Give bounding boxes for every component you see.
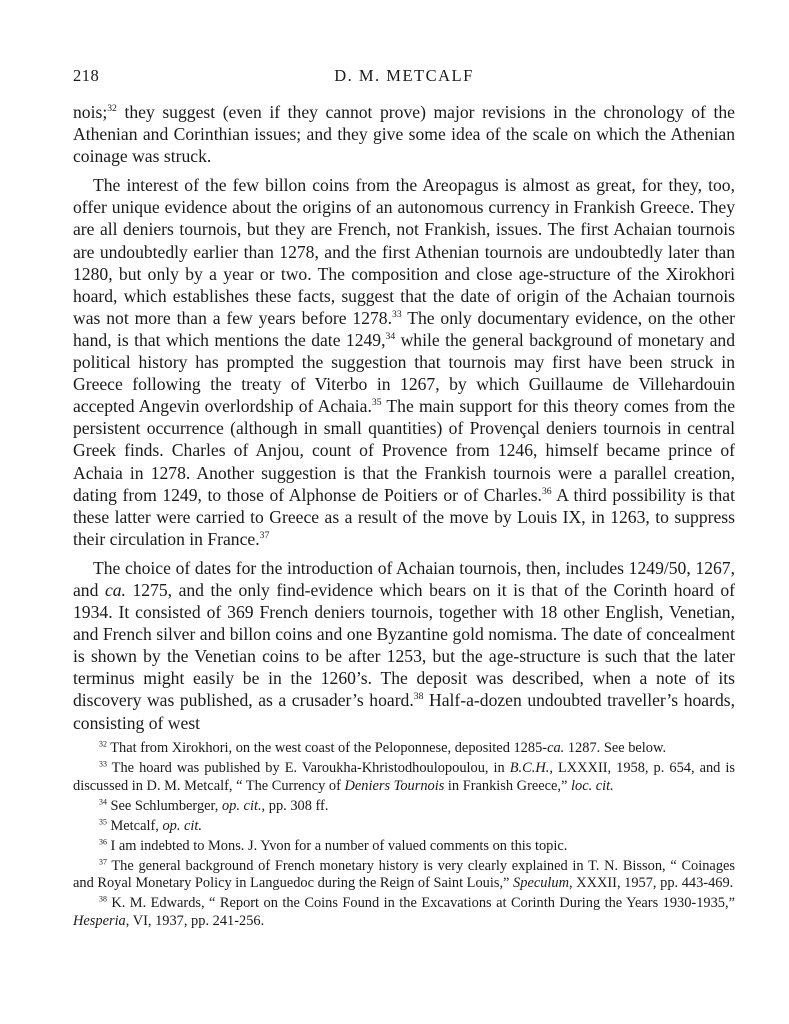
footnote-ref-34[interactable]: 34 <box>385 331 396 343</box>
footnote-ref-36[interactable]: 36 <box>541 485 552 497</box>
footnote-38: $^{38}$ K. M. Edwards, “ Report on the Coins Found in the Excavations at Corinth During the Years 1930-1935,” Hesperia, VI, 1937, pp. 241-256. <box>73 894 735 929</box>
footnote-36: $^{36}$ I am indebted to Mons. J. Yvon for a number of valued comments on this topic. <box>99 837 568 854</box>
paragraph-3: The choice of dates for the introduction of Achaian tournois, then, includes 1249/50, 1267, and ca. 1275, and the only find-evidence which bears on it is that of the Corinth hoard of 1934. It consisted of 369 French deniers tournois, together with 18 other English, Venetian, and French silver and billon coins and one Byzantine gold nomisma. The date of concealment is shown by the Venetian coins to be after 1253, but the age-structure is such that the later terminus might easily be in the 1260’s. The deposit was described, when a note of its discovery was published, as a crusader’s hoard.$^{38}$ Half-a-dozen undoubted traveller’s hoards, consisting of west <box>73 557 735 733</box>
footnote-ref-38[interactable]: 38 <box>413 691 424 703</box>
footnote-ref-33[interactable]: 33 <box>391 309 402 321</box>
footnote-ref-32[interactable]: 32 <box>107 103 117 115</box>
paragraph-1: nois;$^{32}$ they suggest (even if they cannot prove) major revisions in the chronology of the Athenian and Corinthian issues; and they give some idea of the scale on which the Athenian coinage was struck. <box>73 102 735 167</box>
footnote-ref-37[interactable]: 37 <box>259 530 270 542</box>
footnote-37: $^{37}$ The general background of French monetary history is very clearly explained in T. N. Bisson, “ Coinages and Royal Monetary Policy in Languedoc during the Reign of Saint Louis,” Speculum, XXXII, 1957, pp. 443-469. <box>73 856 735 892</box>
body-text <box>73 101 735 734</box>
footnote-32: $^{32}$ That from Xirokhori, on the west coast of the Peloponnese, deposited 1285-ca. 1287. See below. <box>99 739 667 756</box>
footnote-34: $^{34}$ See Schlumberger, op. cit., pp. 308 ff. <box>99 797 329 814</box>
footnote-33: $^{33}$ The hoard was published by E. Varoukha-Khristodhoulopoulou, in B.C.H., LXXXII, 1958, p. 654, and is discussed in D. M. Metcalf, “ The Currency of Deniers Tournois in Frankish Greece,” loc. cit. <box>73 759 735 794</box>
footnote-35: $^{35}$ Metcalf, op. cit. <box>99 817 203 834</box>
paragraph-2: The interest of the few billon coins from the Areopagus is almost as great, for they, too, offer unique evidence about the origins of an autonomous currency in Frankish Greece. They are all deniers tournois, but they are French, not Frankish, issues. The first Achaian tournois are undoubtedly earlier than 1278, and the first Athenian tournois are undoubtedly later than 1280, but only by a year or two. The composition and close age-structure of the Xirokhori hoard, which establishes these facts, suggest that the date of origin of the Achaian tournois was not more than a few years before 1278.33 The only documentary evidence, on the other hand, is that which mentions the date 1249,34 while the general background of monetary and political history has prompted the suggestion that tournois may first have been struck in Greece following the treaty of Viterbo in 1267, by which Guillaume de Villehardouin accepted Angevin overlordship of Achaia.$^{35}$ The main support for this theory comes from the persistent occurrence (although in small quantities) of Provençal deniers tournois in central Greek finds. Charles of Anjou, count of Provence from 1246, himself became prince of Achaia in 1278. Another suggestion is that the Frankish tournois were a parallel creation, dating from 1249, to those of Alphonse de Poitiers or of Charles.$^{36}$ A third possibility is that these latter were carried to Greece as a result of the move by Louis IX, in 1263, to suppress their circulation in France.$^{37}$ <box>73 175 735 549</box>
page-number: 218 <box>73 66 100 85</box>
running-head: D. M. METCALF <box>334 66 474 85</box>
footnotes <box>73 740 735 933</box>
footnote-ref-35[interactable]: 35 <box>371 397 382 409</box>
